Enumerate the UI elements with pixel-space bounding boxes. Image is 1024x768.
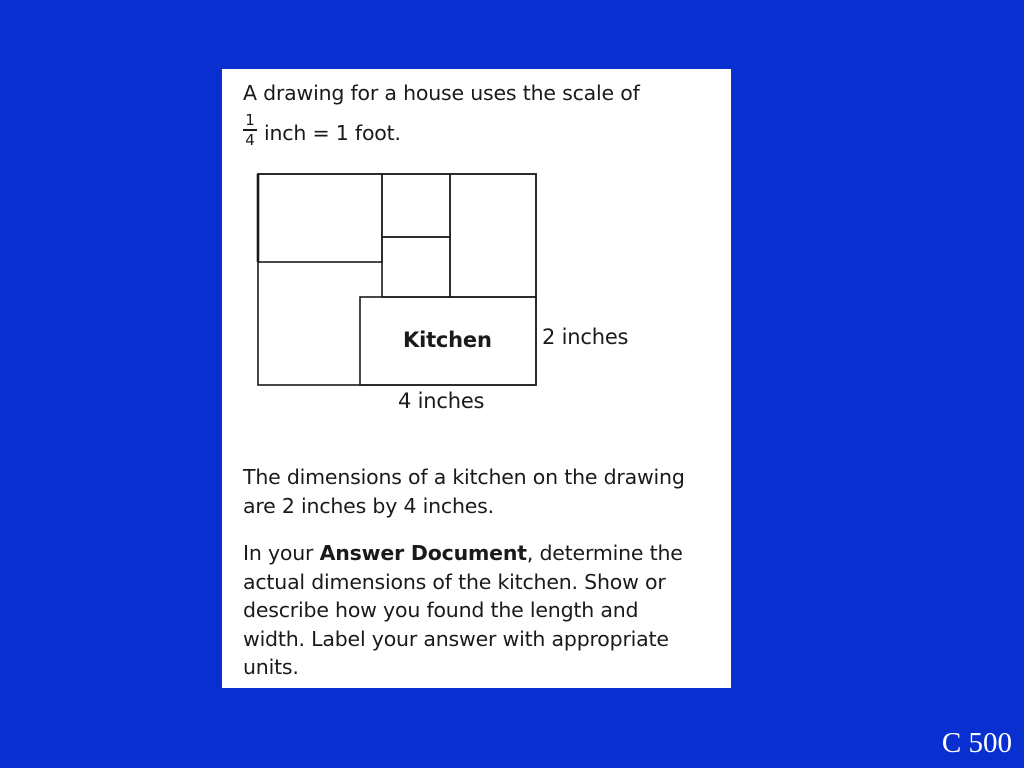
paragraph-instructions — [243, 539, 723, 682]
slide-label: C 500 — [941, 727, 1012, 759]
paragraph-2-line-4: width. Label your answer with appropriate — [243, 626, 669, 651]
answer-document-term: Answer Document — [319, 541, 527, 565]
paragraph-dimensions — [243, 463, 723, 520]
paragraph-2-line-1-rest: , determine the — [526, 541, 683, 565]
kitchen-label: Kitchen — [403, 328, 492, 352]
paragraph-2-line-5: units. — [243, 655, 299, 679]
paragraph-2-prefix: In your — [243, 541, 320, 565]
kitchen-width-label: 4 inches — [398, 389, 485, 413]
room-top-left — [258, 174, 382, 262]
question-card — [222, 69, 731, 688]
floor-plan-diagram — [222, 69, 731, 429]
room-top-middle — [382, 174, 450, 237]
room-middle — [382, 237, 450, 297]
fraction-numerator: 1 — [245, 111, 255, 129]
house-outline — [258, 174, 536, 385]
fraction-denominator: 4 — [245, 130, 255, 149]
room-top-right — [450, 174, 536, 297]
paragraph-1-line-1: The dimensions of a kitchen on the drawing — [243, 465, 685, 489]
question-line-1: A drawing for a house uses the scale of — [243, 81, 640, 105]
paragraph-1-line-2: are 2 inches by 4 inches. — [243, 493, 494, 518]
question-line-2: inch = 1 foot. — [264, 121, 401, 145]
kitchen-height-label: 2 inches — [542, 325, 629, 349]
paragraph-2-line-3: describe how you found the length and — [243, 598, 639, 622]
paragraph-2-line-2: actual dimensions of the kitchen. Show or — [243, 569, 666, 594]
